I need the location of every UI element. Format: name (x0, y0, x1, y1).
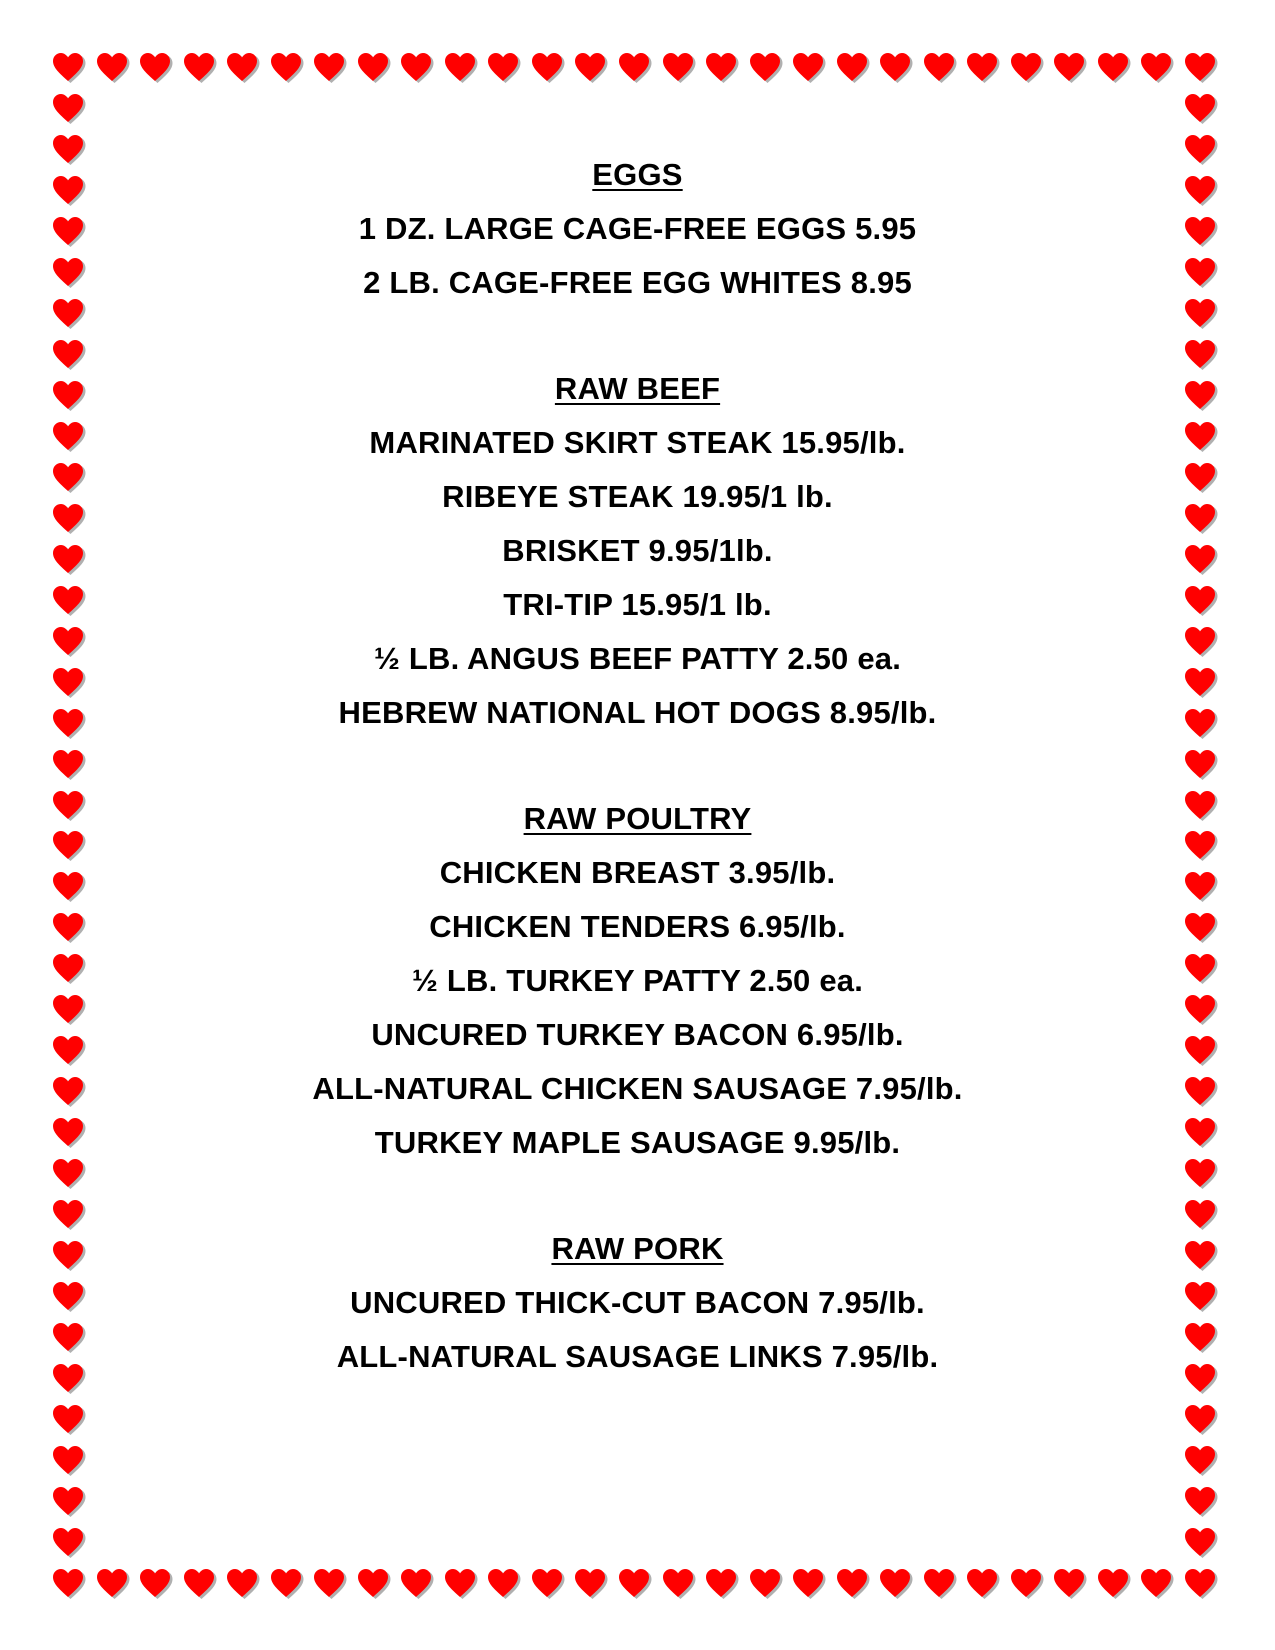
heart-icon (1184, 503, 1218, 535)
heart-icon (52, 667, 86, 699)
heart-icon (749, 52, 783, 84)
heart-icon (52, 257, 86, 289)
heart-icon (1184, 52, 1218, 84)
list-item: CHICKEN TENDERS 6.95/lb. (429, 909, 846, 944)
heart-icon (52, 380, 86, 412)
heart-icon (52, 503, 86, 535)
heart-icon (1184, 1035, 1218, 1067)
heart-icon (879, 1568, 913, 1600)
heart-icon (1184, 790, 1218, 822)
list-item: MARINATED SKIRT STEAK 15.95/lb. (369, 425, 906, 460)
list-item: ALL-NATURAL SAUSAGE LINKS 7.95/lb. (336, 1339, 939, 1374)
heart-icon (618, 52, 652, 84)
heart-icon (1184, 626, 1218, 658)
heart-icon (1184, 749, 1218, 781)
list-item: RIBEYE STEAK 19.95/1 lb. (442, 479, 833, 514)
list-item: 2 LB. CAGE-FREE EGG WHITES 8.95 (363, 265, 912, 300)
list-item: TURKEY MAPLE SAUSAGE 9.95/lb. (374, 1125, 901, 1160)
section-title: RAW POULTRY (523, 801, 752, 836)
list-item: ALL-NATURAL CHICKEN SAUSAGE 7.95/lb. (312, 1071, 963, 1106)
heart-icon (357, 1568, 391, 1600)
heart-icon (52, 1527, 86, 1559)
heart-icon (574, 52, 608, 84)
heart-icon (1184, 1363, 1218, 1395)
heart-icon (444, 1568, 478, 1600)
heart-icon (52, 93, 86, 125)
heart-icon (52, 1486, 86, 1518)
heart-icon (52, 216, 86, 248)
heart-icon (52, 339, 86, 371)
heart-icon (52, 1404, 86, 1436)
heart-icon (52, 298, 86, 330)
heart-icon (52, 1281, 86, 1313)
heart-icon (52, 52, 86, 84)
heart-icon (705, 1568, 739, 1600)
heart-icon (183, 52, 217, 84)
heart-icon (836, 1568, 870, 1600)
heart-icon (487, 52, 521, 84)
heart-icon (270, 52, 304, 84)
section-title: EGGS (592, 157, 683, 192)
heart-icon (52, 1445, 86, 1477)
heart-icon (52, 1035, 86, 1067)
list-item: UNCURED THICK-CUT BACON 7.95/lb. (350, 1285, 925, 1320)
heart-icon (183, 1568, 217, 1600)
list-item: 1 DZ. LARGE CAGE-FREE EGGS 5.95 (358, 211, 917, 246)
heart-icon (662, 52, 696, 84)
heart-icon (836, 52, 870, 84)
heart-icon (531, 52, 565, 84)
section-raw-pork (140, 1222, 1135, 1384)
list-item: ½ LB. ANGUS BEEF PATTY 2.50 ea. (373, 641, 902, 676)
section-title: RAW PORK (551, 1231, 724, 1266)
heart-icon (96, 52, 130, 84)
heart-icon (1140, 52, 1174, 84)
list-item: BRISKET 9.95/1lb. (502, 533, 773, 568)
heart-icon (52, 175, 86, 207)
heart-icon (52, 749, 86, 781)
heart-icon (879, 52, 913, 84)
heart-icon (1184, 1117, 1218, 1149)
heart-icon (1184, 1404, 1218, 1436)
heart-icon (1010, 1568, 1044, 1600)
heart-icon (52, 994, 86, 1026)
heart-icon (1053, 52, 1087, 84)
heart-icon (618, 1568, 652, 1600)
heart-icon (1184, 175, 1218, 207)
heart-icon (139, 1568, 173, 1600)
section-title: RAW BEEF (554, 371, 721, 406)
heart-icon (1184, 421, 1218, 453)
heart-icon (1184, 1281, 1218, 1313)
heart-icon (662, 1568, 696, 1600)
heart-icon (52, 1363, 86, 1395)
heart-icon (52, 1158, 86, 1190)
heart-icon (1184, 667, 1218, 699)
heart-icon (1184, 462, 1218, 494)
heart-icon (1184, 216, 1218, 248)
heart-icon (1184, 994, 1218, 1026)
heart-icon (1184, 912, 1218, 944)
heart-icon (52, 421, 86, 453)
heart-icon (1184, 830, 1218, 862)
heart-icon (52, 1199, 86, 1231)
heart-icon (313, 1568, 347, 1600)
heart-icon (574, 1568, 608, 1600)
heart-icon (1053, 1568, 1087, 1600)
heart-icon (1184, 1445, 1218, 1477)
heart-icon (966, 1568, 1000, 1600)
list-item: CHICKEN BREAST 3.95/lb. (439, 855, 836, 890)
heart-icon (1184, 585, 1218, 617)
heart-icon (749, 1568, 783, 1600)
price-list (140, 148, 1135, 1436)
heart-icon (139, 52, 173, 84)
heart-icon (966, 52, 1000, 84)
heart-icon (1184, 257, 1218, 289)
heart-icon (52, 1322, 86, 1354)
list-item: ½ LB. TURKEY PATTY 2.50 ea. (411, 963, 864, 998)
heart-icon (705, 52, 739, 84)
heart-icon (487, 1568, 521, 1600)
heart-icon (1140, 1568, 1174, 1600)
heart-icon (792, 52, 826, 84)
heart-icon (1010, 52, 1044, 84)
heart-icon (400, 52, 434, 84)
heart-icon (313, 52, 347, 84)
list-item: TRI-TIP 15.95/1 lb. (503, 587, 772, 622)
heart-icon (52, 953, 86, 985)
heart-icon (1184, 1568, 1218, 1600)
heart-icon (52, 1240, 86, 1272)
list-item: HEBREW NATIONAL HOT DOGS 8.95/lb. (338, 695, 937, 730)
heart-icon (96, 1568, 130, 1600)
heart-icon (52, 544, 86, 576)
heart-icon (52, 912, 86, 944)
heart-icon (923, 52, 957, 84)
section-eggs (140, 148, 1135, 310)
heart-icon (1184, 1240, 1218, 1272)
heart-icon (1184, 380, 1218, 412)
heart-icon (444, 52, 478, 84)
heart-icon (52, 134, 86, 166)
heart-icon (1184, 298, 1218, 330)
heart-icon (1184, 953, 1218, 985)
heart-icon (1184, 1199, 1218, 1231)
heart-icon (531, 1568, 565, 1600)
heart-icon (1184, 1527, 1218, 1559)
section-raw-poultry (140, 792, 1135, 1170)
heart-icon (226, 1568, 260, 1600)
heart-icon (1097, 52, 1131, 84)
heart-icon (270, 1568, 304, 1600)
heart-icon (52, 1568, 86, 1600)
heart-icon (52, 1117, 86, 1149)
heart-icon (1184, 1158, 1218, 1190)
heart-icon (923, 1568, 957, 1600)
heart-icon (52, 830, 86, 862)
heart-icon (52, 585, 86, 617)
heart-icon (1184, 1076, 1218, 1108)
heart-icon (52, 626, 86, 658)
heart-icon (52, 790, 86, 822)
heart-icon (1097, 1568, 1131, 1600)
heart-icon (400, 1568, 434, 1600)
heart-icon (1184, 544, 1218, 576)
heart-icon (1184, 708, 1218, 740)
heart-icon (1184, 1322, 1218, 1354)
list-item: UNCURED TURKEY BACON 6.95/lb. (371, 1017, 904, 1052)
section-raw-beef (140, 362, 1135, 740)
heart-icon (1184, 871, 1218, 903)
heart-icon (792, 1568, 826, 1600)
heart-icon (1184, 1486, 1218, 1518)
heart-icon (52, 871, 86, 903)
heart-icon (52, 1076, 86, 1108)
heart-icon (1184, 339, 1218, 371)
heart-icon (52, 462, 86, 494)
heart-icon (357, 52, 391, 84)
heart-icon (1184, 93, 1218, 125)
heart-icon (52, 708, 86, 740)
heart-icon (226, 52, 260, 84)
heart-icon (1184, 134, 1218, 166)
